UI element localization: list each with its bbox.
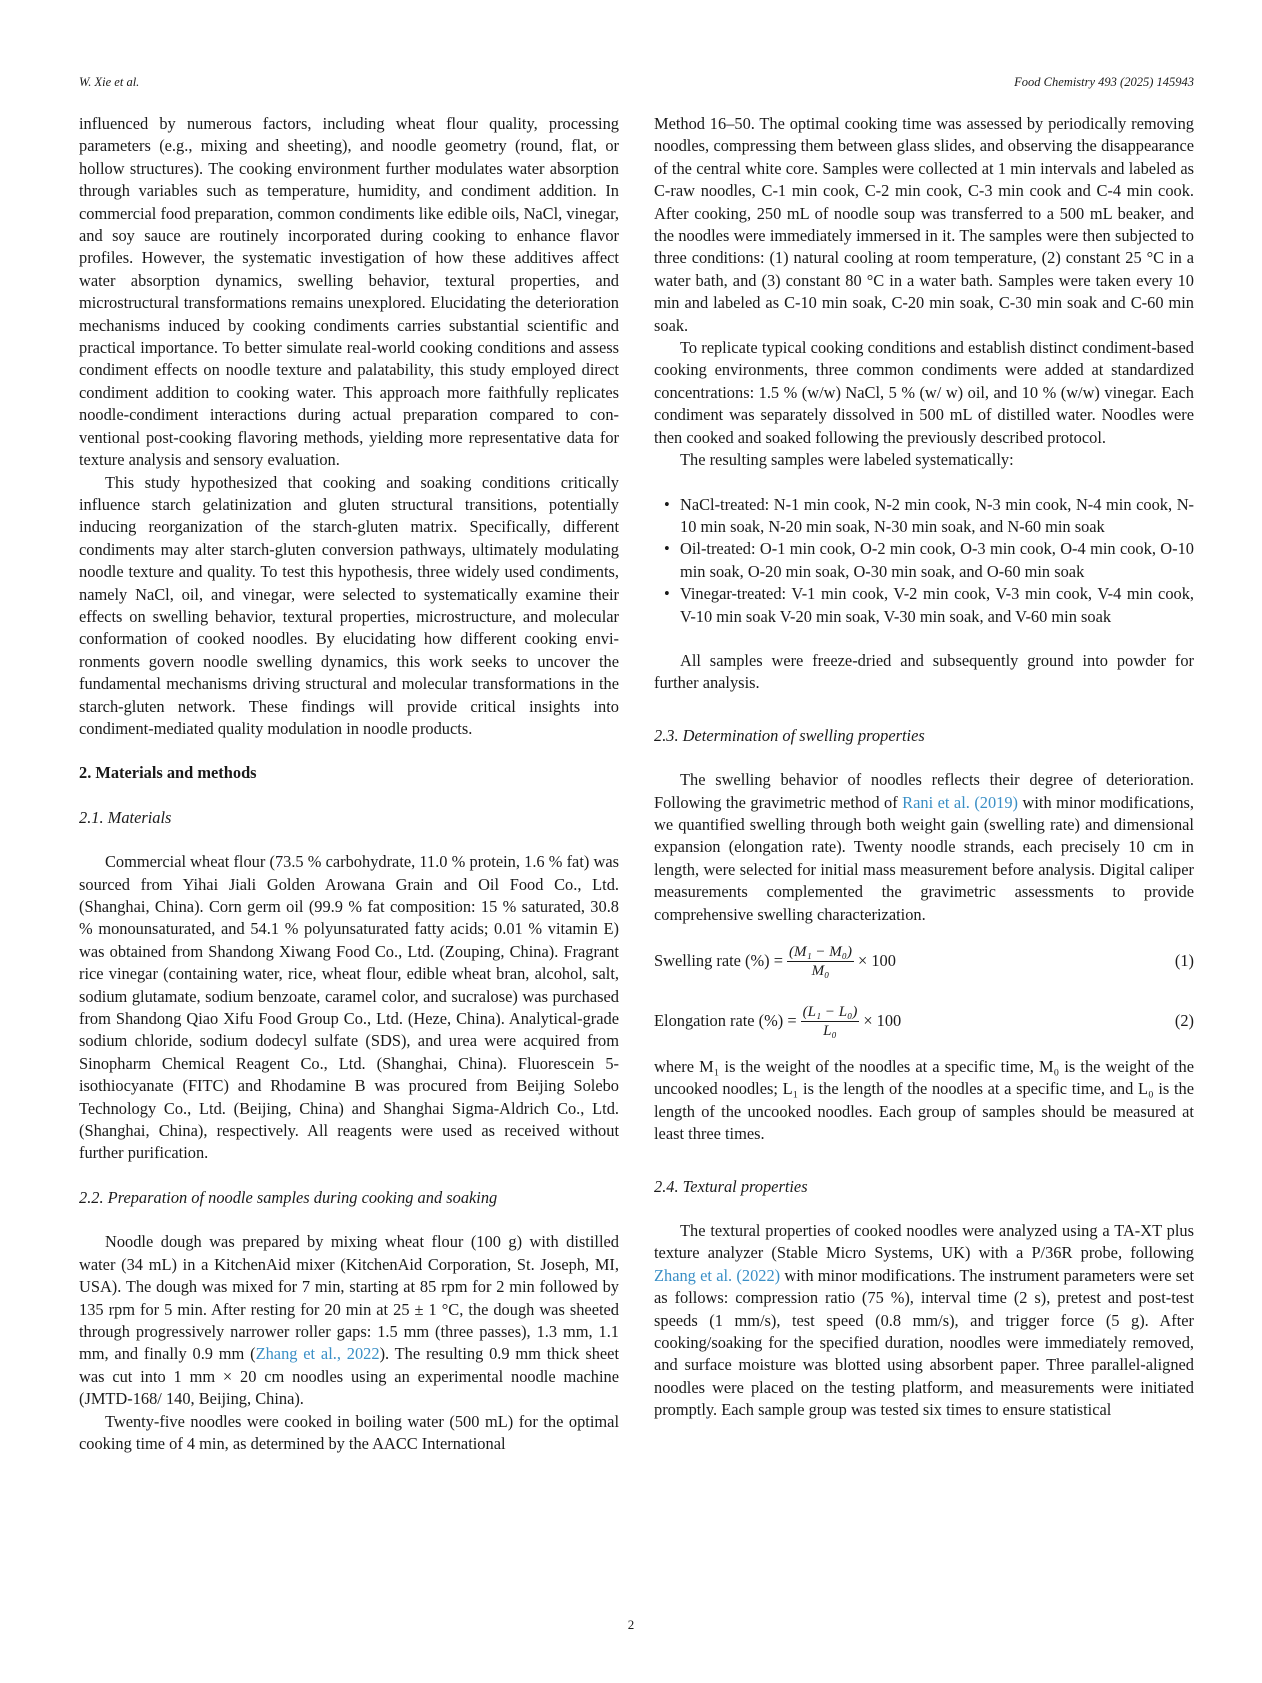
citation-link-rani-2019[interactable]: Rani et al. (2019) — [902, 792, 1019, 812]
section-title-materials-methods: 2. Materials and methods — [79, 763, 257, 783]
running-header-journal: Food Chemistry 493 (2025) 145943 — [1014, 75, 1194, 89]
left-column — [79, 113, 619, 1455]
fraction: $\frac{\text{(L₁ − L₀)}}{\text{L₀}}$ — [802, 1003, 858, 1039]
condiment-paragraph: To replicate typical cooking conditions and establish distinct condiment-based cooking environments, three common condiments were added at standardized concentrations: 1.5 % (w/w) NaCl, 5 % (w/ w) oil, and 10 % (w/w) vinegar. Each condiment was separately dissolved in 500 mL of distilled water. Noodles were then cooked and soaked following the previously described protocol. — [654, 338, 1194, 447]
list-item-vinegar: • Vinegar-treated: V-1 min cook, V-2 min cook, V-3 min cook, V-4 min cook, V-10 min soak V-20 min soak, V-30 min soak, and V-60 min soak — [680, 583, 1194, 628]
sample-label-list — [654, 494, 1194, 628]
subsection-title-preparation: 2.2. Preparation of noodle samples during cooking and soaking — [79, 1187, 498, 1207]
swelling-paragraph: The swelling behavior of noodles reflects their degree of deterioration. Following the gravimetric method of Rani et al. (2019) with minor modifications, we quantified swelling through both weight gain (swelling rate) and dimensional expansion (elongation rate). Twenty noodle strands, each precisely 10 cm in length, were selected for initial mass measurement before analysis. Digital caliper measurements complemented the gravimetric assessments to provide comprehensive swelling characterization. — [654, 770, 1194, 924]
intro-paragraph-2: This study hypothesized that cooking and soaking conditions critically influence starch gelatinization and gluten structural transitions, potentially inducing reorganization of the starch-gluten matrix. Specifically, different condiments may alter starch-gluten conversion pathways, ultimately modulating noodle texture and quality. To test this hypothesis, three widely used condiments, namely NaCl, oil, and vinegar, were selected to systematically examine their effects on swelling behavior, textural properties, microstructure, and molecular conformation of cooked noodles. By elucidating how different cooking environments govern noodle swelling dynamics, this work seeks to uncover the fundamental mechanisms driving structural and molecular transformations in the starch-gluten network. These findings will provide critical insights into condiment-mediated quality modulation in noodle products. — [79, 472, 619, 738]
materials-paragraph: Commercial wheat flour (73.5 % carbohydrate, 11.0 % protein, 1.6 % fat) was sourced from Yihai Jiali Golden Arowana Grain and Oil Food Co., Ltd. (Shanghai, China). Corn germ oil (99.9 % fat composition: 15 % saturated, 30.8 % monounsaturated, and 54.1 % polyunsaturated fatty acids; 0.01 % vitamin E) was obtained from Shandong Xiwang Food Co., Ltd. (Zouping, China). Fragrant rice vinegar (containing water, rice, wheat flour, edible wheat bran, alcohol, salt, sodium glutamate, sodium benzoate, caramel color, and sucralose) was purchased from Shandong Qiao Xifu Food Group Co., Ltd. (Heze, China). Analytical-grade sodium chloride, sodium dodecyl sulfate (SDS), and urea were acquired from Sinopharm Chemical Reagent Co., Ltd. (Shanghai, China). Fluorescein 5-isothiocyanate (FITC) and Rhodamine B was procured from Beijing Solebo Technology Co., Ltd. (Beijing, China) and Shanghai Sigma-Aldrich Co., Ltd. (Shanghai, China), respectively. All reagents were used as received without further purification. — [79, 852, 619, 1163]
running-header-authors: W. Xie et al. — [79, 75, 140, 89]
subsection-title-swelling: 2.3. Determination of swelling properties — [654, 725, 925, 745]
subsection-title-materials: 2.1. Materials — [79, 807, 172, 827]
labeling-intro: The resulting samples were labeled systematically: — [680, 450, 1014, 470]
equation-elongation-rate: Elongation rate (%) = $\frac{\text{(L₁ − L₀)}}{\text{L₀}}$ × 100 (2) — [654, 1003, 1194, 1039]
fraction: $\frac{\text{(M₁ − M₀)}}{\text{M₀}}$ — [788, 943, 852, 979]
right-column — [654, 113, 1194, 1422]
subsection-title-textural: 2.4. Textural properties — [654, 1176, 808, 1196]
cooking-continuation-paragraph: Method 16–50. The optimal cooking time was assessed by periodically removing noodles, compressing them between glass slides, and observing the disappearance of the central white core. Samples were collected at 1 min intervals and labeled as C-raw noodles, C-1 min cook, C-2 min cook, C-3 min cook and C-4 min cook. After cooking, 250 mL of noodle soup was transferred to a 500 mL beaker, and the noodles were immediately immersed in it. The samples were then subjected to three conditions: (1) natural cooling at room temperature, (2) constant 25 °C in a water bath, and (3) constant 80 °C in a water bath. Samples were taken every 10 min and labeled as C-10 min soak, C-20 min soak, C-30 min soak and C-60 min soak. — [654, 114, 1194, 335]
page-number: 2 — [627, 1617, 635, 1632]
preparation-paragraph-2: Twenty-five noodles were cooked in boiling water (500 mL) for the optimal cooking time of 4 min, as determined by the AACC International — [79, 1411, 619, 1453]
list-item-oil: • Oil-treated: O-1 min cook, O-2 min cook, O-3 min cook, O-4 min cook, O-10 min soak, O-20 min soak, O-30 min soak, and O-60 min soak — [680, 538, 1194, 583]
citation-link-zhang-2022[interactable]: Zhang et al., 2022 — [255, 1344, 380, 1364]
intro-paragraph-1: influenced by numerous factors, including wheat flour quality, processing parameters (e.g., mixing and sheeting), and noodle geometry (round, flat, or hollow structures). The cooking environment further modulates water absorption through variables such as temperature, humidity, and condiment addition. In commercial food preparation, common condiments like edible oils, NaCl, vinegar, and soy sauce are routinely incorporated during cooking to enhance flavor profiles. However, the systematic investigation of how these additives affect water absorption dynamics, swelling behavior, textural properties, and microstructural transformations remains unexplored. Elucidating the deterioration mechanisms induced by cooking condiments carries substantial scientific and practical importance. To better simulate real-world cooking conditions and assess condiment effects on noodle texture and palatability, this study employed direct condiment addition to cooking water. This approach more faithfully replicates noodle-condiment interactions during actual preparation compared to conventional post-cooking flavoring methods, yielding more representative data for texture analysis and sensory evaluation. — [79, 114, 619, 470]
textural-paragraph: The textural properties of cooked noodles were analyzed using a TA-XT plus texture analyzer (Stable Micro Systems, UK) with a P/36R probe, following Zhang et al. (2022) with minor modifications. The instrument parameters were set as follows: compression ratio (75 %), interval time (2 s), pretest and post-test speeds (1 mm/s), test speed (0.8 mm/s), and trigger force (5 g). After cooking/soaking for the specified duration, noodles were immediately removed, and surface moisture was blotted using absorbent paper. Three parallel-aligned noodles were placed on the testing platform, and measurements were initiated promptly. Each sample group was tested six times to ensure statistical — [654, 1221, 1194, 1420]
freeze-dried-paragraph: All samples were freeze-dried and subsequently ground into powder for further analysis. — [654, 650, 1194, 693]
equation-number: (1) — [1174, 950, 1194, 970]
equation-number: (2) — [1174, 1010, 1194, 1030]
list-item-nacl: • NaCl-treated: N-1 min cook, N-2 min cook, N-3 min cook, N-4 min cook, N-10 min soak, N-20 min soak, N-30 min soak, and N-60 min soak — [680, 494, 1194, 539]
preparation-paragraph-1: Noodle dough was prepared by mixing wheat flour (100 g) with distilled water (34 mL) in a KitchenAid mixer (KitchenAid Corporation, St. Joseph, MI, USA). The dough was mixed for 7 min, starting at 85 rpm for 2 min followed by 135 rpm for 5 min. After resting for 20 min at 25 ± 1 °C, the dough was sheeted through progressively narrower roller gaps: 1.5 mm (three passes), 1.3 mm, 1.1 mm, and finally 0.9 mm (Zhang et al., 2022). The resulting 0.9 mm thick sheet was cut into 1 mm × 20 cm noodles using an experimental noodle machine (JMTD-168/ 140, Beijing, China). — [79, 1232, 620, 1409]
variable-definition-paragraph: where M₁ is the weight of the noodles at a specific time, M₀ is the weight of the uncooked noodles; L₁ is the length of the noodles at a specific time, and L₀ is the length of the uncooked noodles. Each group of samples should be measured at least three times. — [654, 1057, 1194, 1144]
citation-link-zhang-2022b[interactable]: Zhang et al. (2022) — [654, 1265, 781, 1285]
equation-swelling-rate: Swelling rate (%) = $\frac{\text{(M₁ − M₀)}}{\text{M₀}}$ × 100 (1) — [654, 943, 1194, 979]
